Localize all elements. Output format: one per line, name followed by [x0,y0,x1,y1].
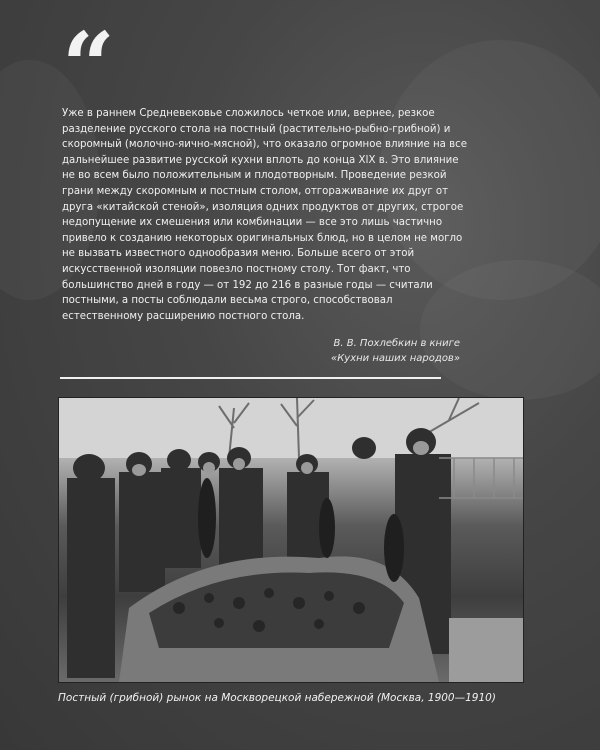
attribution [331,336,460,366]
divider [60,377,441,379]
attribution-author: В. В. Похлебкин в книге [333,338,460,349]
photo-caption: Постный (грибной) рынок на Москворецкой набережной (Москва, 1900—1910) [58,692,496,704]
market-photo-illustration [59,398,523,682]
market-photo [58,397,524,683]
attribution-book: «Кухни наших народов» [331,353,460,364]
quote-paragraph: Уже в раннем Средневековье сложилось четкое или, вернее, резкое разделение русского стола на постный (растительно-рыбно-грибной) и скоромный (молочно-яично-мясной), что оказало огромное влияние на все дальнейшее развитие русской кухни вплоть до конца XIX в. Это влияние не во всем было положительным и плодотворным. Проведение резкой грани между скоромным и постным столом, отгораживание их друг от друга «китайской стеной», изоляция одних продуктов от других, строгое недопущение их смешения или комбинации — все это лишь частично привело к созданию некоторых оригинальных блюд, но в целом не могло не вызвать известного однообразия меню. Больше всего от этой искусственной изоляции повезло постному столу. Тот факт, что большинство дней в году — от 192 до 216 в разные годы — считали постными, а посты соблюдали весьма строго, способствовал естественному расширению постного стола. [62,108,468,322]
quote-mark-icon: “ [62,12,115,120]
